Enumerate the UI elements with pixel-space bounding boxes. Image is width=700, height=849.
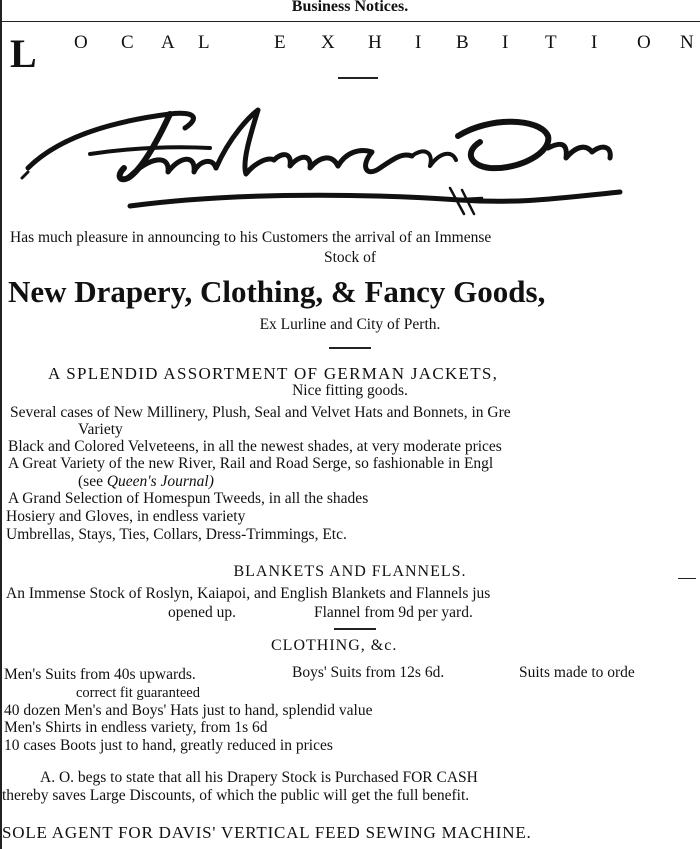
item-line: Umbrellas, Stays, Ties, Collars, Dress-Trimmings, Etc. xyxy=(6,526,347,543)
exhibition-letter: I xyxy=(415,32,422,53)
clothing-line: 40 dozen Men's and Boys' Hats just to hand, splendid value xyxy=(4,702,373,719)
item-line: Hosiery and Gloves, in endless variety xyxy=(6,508,246,525)
clothing-line: Suits made to orde xyxy=(519,664,635,681)
exhibition-letter: X xyxy=(321,32,335,53)
exhibition-letter: I xyxy=(591,32,598,53)
cash-line: thereby saves Large Discounts, of which the public will get the full benefit. xyxy=(2,787,470,804)
clothing-line: Men's Shirts in endless variety, from 1s 6d xyxy=(4,719,268,736)
journal-title: Queen's Journal) xyxy=(106,473,214,490)
exhibition-letter: H xyxy=(368,32,382,53)
column-rule xyxy=(0,0,2,849)
divider xyxy=(678,578,696,579)
exhibition-letter: O xyxy=(637,32,651,53)
exhibition-letter: T xyxy=(545,32,557,53)
exhibition-letter: L xyxy=(198,32,210,53)
item-line: A Grand Selection of Homespun Tweeds, in all the shades xyxy=(8,490,369,507)
clothing-line: correct fit guaranteed xyxy=(76,685,200,701)
divider xyxy=(329,347,371,349)
blankets-line: opened up. xyxy=(168,604,237,621)
see-note: (see xyxy=(78,473,103,490)
item-line: Variety xyxy=(78,421,123,438)
jackets-sub: Nice fitting goods. xyxy=(292,382,408,399)
clothing-line: Boys' Suits from 12s 6d. xyxy=(292,664,445,681)
divider xyxy=(338,77,378,79)
clothing-line: 10 cases Boots just to hand, greatly reduced in prices xyxy=(4,737,333,754)
cash-line: A. O. begs to state that all his Drapery Stock is Purchased FOR CASH xyxy=(40,769,478,786)
section-header: Business Notices. xyxy=(291,0,409,15)
jackets-title: A SPLENDID ASSORTMENT OF GERMAN JACKETS, xyxy=(48,364,499,383)
exhibition-letter: A xyxy=(161,32,175,53)
item-line: Several cases of New Millinery, Plush, Seal and Velvet Hats and Bonnets, in Gre xyxy=(10,404,511,421)
blankets-line: An Immense Stock of Roslyn, Kaiapoi, and English Blankets and Flannels jus xyxy=(6,585,491,602)
exhibition-letter: C xyxy=(121,32,134,53)
headline: New Drapery, Clothing, & Fancy Goods, xyxy=(8,274,546,309)
exhibition-initial: L xyxy=(10,31,37,76)
intro-line: Has much pleasure in announcing to his Customers the arrival of an Immense xyxy=(10,229,492,246)
exhibition-letter: O xyxy=(74,32,88,53)
item-line: A Great Variety of the new River, Rail and Road Serge, so fashionable in Engl xyxy=(8,455,494,472)
clothing-line: Men's Suits from 40s upwards. xyxy=(4,666,196,683)
blankets-title: BLANKETS AND FLANNELS. xyxy=(233,563,467,580)
signature-andrew-orr xyxy=(20,96,660,226)
exhibition-letter: E xyxy=(274,32,286,53)
footer-agent: SOLE AGENT FOR DAVIS' VERTICAL FEED SEWING MACHINE. xyxy=(2,823,532,842)
intro-line: Stock of xyxy=(323,249,377,266)
item-line xyxy=(78,473,214,491)
exhibition-letter: N xyxy=(680,32,694,53)
exhibition-letter: I xyxy=(502,32,509,53)
divider xyxy=(334,628,376,630)
clothing-title: CLOTHING, &c. xyxy=(271,637,398,654)
header-rule xyxy=(0,21,700,22)
item-line: Black and Colored Velveteens, in all the newest shades, at very moderate prices xyxy=(8,438,502,455)
ex-line: Ex Lurline and City of Perth. xyxy=(259,316,441,333)
blankets-line: Flannel from 9d per yard. xyxy=(314,604,473,621)
exhibition-letter: B xyxy=(456,32,469,53)
